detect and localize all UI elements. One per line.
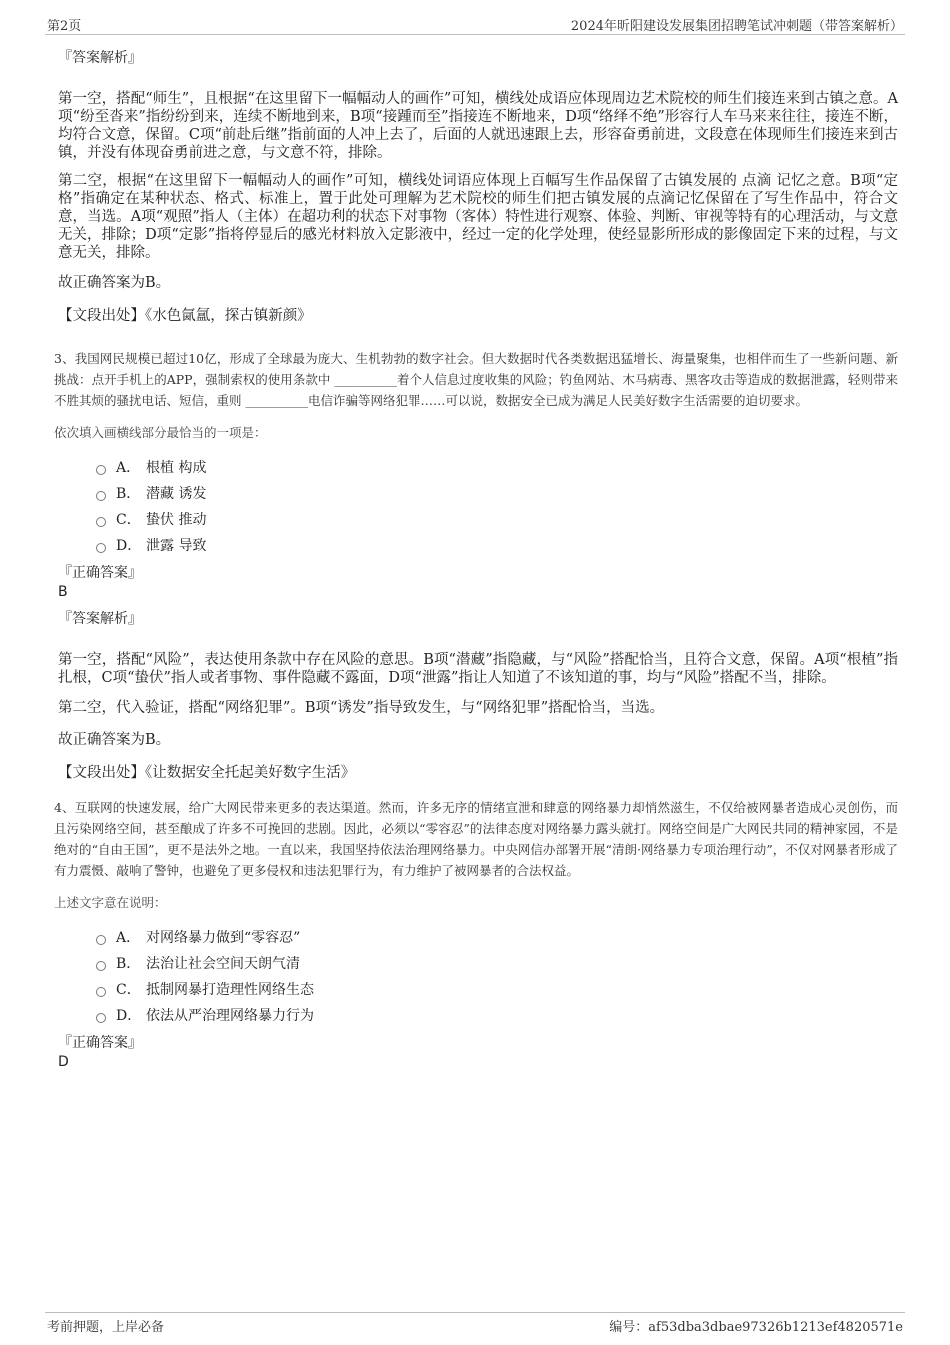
q2-analysis-paragraph: 第一空，搭配“师生”，且根据“在这里留下一幅幅动人的画作”可知，横线处成语应体现周边艺术院校的师生们接连来到古镇之意。A项“纷至沓来”指纷纷到来，连续不断地到来，B项“接踵而至”指接连不断地来，D项“络绎不绝”形容行人车马来来往往，接连不断，均符合文意，保留。C项“前赴后继”指前面的人冲上去了，后面的人就迅速跟上去，形容奋勇前进，文段意在体现师生们接连来到古镇，并没有体现奋勇前进之意，与文意不符，排除。	[58, 91, 898, 161]
q4-options	[96, 925, 898, 1029]
q4-number: 4、	[54, 800, 75, 815]
q4-stem	[54, 797, 898, 881]
q3-analysis-paragraph: 第二空，代入验证，搭配“网络犯罪”。B项“诱发”指导致发生，与“网络犯罪”搭配恰当，当选。	[58, 700, 665, 716]
radio-icon[interactable]	[96, 517, 106, 527]
footer-slogan: 考前押题，上岸必备	[47, 1320, 165, 1335]
q3-stem-part2: 着个人信息过度收集的风险；钓鱼网站、木马病毒、黑客攻击等造成的数据泄露，轻则带来不胜其烦的骚扰电话、短信，重则	[54, 372, 898, 408]
q3-stem	[54, 348, 898, 411]
q3-answer: B	[58, 584, 68, 600]
radio-icon[interactable]	[96, 465, 106, 475]
q4-option-a[interactable]: A． 对网络暴力做到“零容忍”	[96, 925, 898, 951]
q3-options	[96, 455, 898, 559]
q2-analysis-label: 『答案解析』	[58, 50, 142, 66]
radio-icon[interactable]	[96, 491, 106, 501]
q3-prompt: 依次填入画横线部分最恰当的一项是：	[54, 425, 267, 440]
q3-number: 3、	[54, 351, 75, 366]
document-id: 编号：af53dba3dbae97326b1213ef4820571e	[609, 1320, 903, 1335]
q3-blank-1: __________	[334, 372, 397, 387]
q3-option-a[interactable]: A． 根植 构成	[96, 455, 898, 481]
q3-answer-label: 『正确答案』	[58, 565, 142, 581]
radio-icon[interactable]	[96, 987, 106, 997]
radio-icon[interactable]	[96, 1013, 106, 1023]
q3-conclusion: 故正确答案为B。	[58, 732, 171, 748]
q4-prompt: 上述文字意在说明：	[54, 895, 167, 910]
q3-option-b[interactable]: B． 潜藏 诱发	[96, 481, 898, 507]
radio-icon[interactable]	[96, 935, 106, 945]
q2-analysis-paragraph: 第二空，根据“在这里留下一幅幅动人的画作”可知，横线处词语应体现上百幅写生作品保留了古镇发展的 点滴 记忆之意。B项“定格”指确定在某种状态、格式、标准上，置于此处可理解为艺术院校的师生们把古镇发展的点滴记忆保留在了写生作品中，符合文意，当选。A项“观照”指人（主体）在超功利的状态下对事物（客体）特性进行观察、体验、判断、审视等特有的心理活动，与文意无关，排除；D项“定影”指将停显后的感光材料放入定影液中，经过一定的化学处理，使经显影所形成的影像固定下来的过程，与文意无关，排除。	[58, 173, 898, 261]
document-title: 2024年昕阳建设发展集团招聘笔试冲刺题（带答案解析）	[570, 19, 903, 34]
q4-option-b[interactable]: B． 法治让社会空间天朗气清	[96, 951, 898, 977]
q3-option-c[interactable]: C． 蛰伏 推动	[96, 507, 898, 533]
q3-stem-part1: 我国网民规模已超过10亿，形成了全球最为庞大、生机勃勃的数字社会。但大数据时代各类数据迅猛增长、海量聚集，也相伴而生了一些新问题、新挑战：点开手机上的APP，强制索权的使用条款中	[54, 351, 898, 387]
q3-analysis-label: 『答案解析』	[58, 611, 142, 627]
page-header	[45, 14, 905, 35]
page-footer	[45, 1312, 905, 1335]
page-number: 第2页	[47, 19, 82, 34]
q2-source: 【文段出处】《水色氤氲，探古镇新颜》	[58, 308, 312, 324]
q3-option-d[interactable]: D． 泄露 导致	[96, 533, 898, 559]
q4-answer-label: 『正确答案』	[58, 1035, 142, 1051]
q3-stem-part3: 电信诈骗等网络犯罪……可以说，数据安全已成为满足人民美好数字生活需要的迫切要求。	[307, 393, 808, 408]
q3-blank-2: __________	[245, 393, 308, 408]
page-content	[54, 40, 898, 1071]
q2-conclusion: 故正确答案为B。	[58, 275, 171, 291]
q4-option-c[interactable]: C． 抵制网暴打造理性网络生态	[96, 977, 898, 1003]
radio-icon[interactable]	[96, 961, 106, 971]
q4-option-d[interactable]: D． 依法从严治理网络暴力行为	[96, 1003, 898, 1029]
q3-source: 【文段出处】《让数据安全托起美好数字生活》	[58, 765, 356, 781]
q3-analysis-paragraph: 第一空，搭配“风险”，表达使用条款中存在风险的意思。B项“潜藏”指隐藏，与“风险”搭配恰当，且符合文意，保留。A项“根植”指扎根，C项“蛰伏”指人或者事物、事件隐藏不露面，D项“泄露”指让人知道了不该知道的事，均与“风险”搭配不当，排除。	[58, 652, 898, 686]
q4-answer: D	[58, 1054, 69, 1070]
radio-icon[interactable]	[96, 543, 106, 553]
q4-stem-text: 互联网的快速发展，给广大网民带来更多的表达渠道。然而，许多无序的情绪宣泄和肆意的网络暴力却悄然滋生，不仅给被网暴者造成心灵创伤，而且污染网络空间，甚至酿成了许多不可挽回的悲剧。因此，必须以“零容忍”的法律态度对网络暴力露头就打。网络空间是广大网民共同的精神家园，不是绝对的“自由王国”，更不是法外之地。一直以来，我国坚持依法治理网络暴力。中央网信办部署开展“清朗·网络暴力专项治理行动”，不仅对网暴者形成了有力震慑、敲响了警钟，也避免了更多侵权和违法犯罪行为，有力维护了被网暴者的合法权益。	[54, 800, 898, 878]
